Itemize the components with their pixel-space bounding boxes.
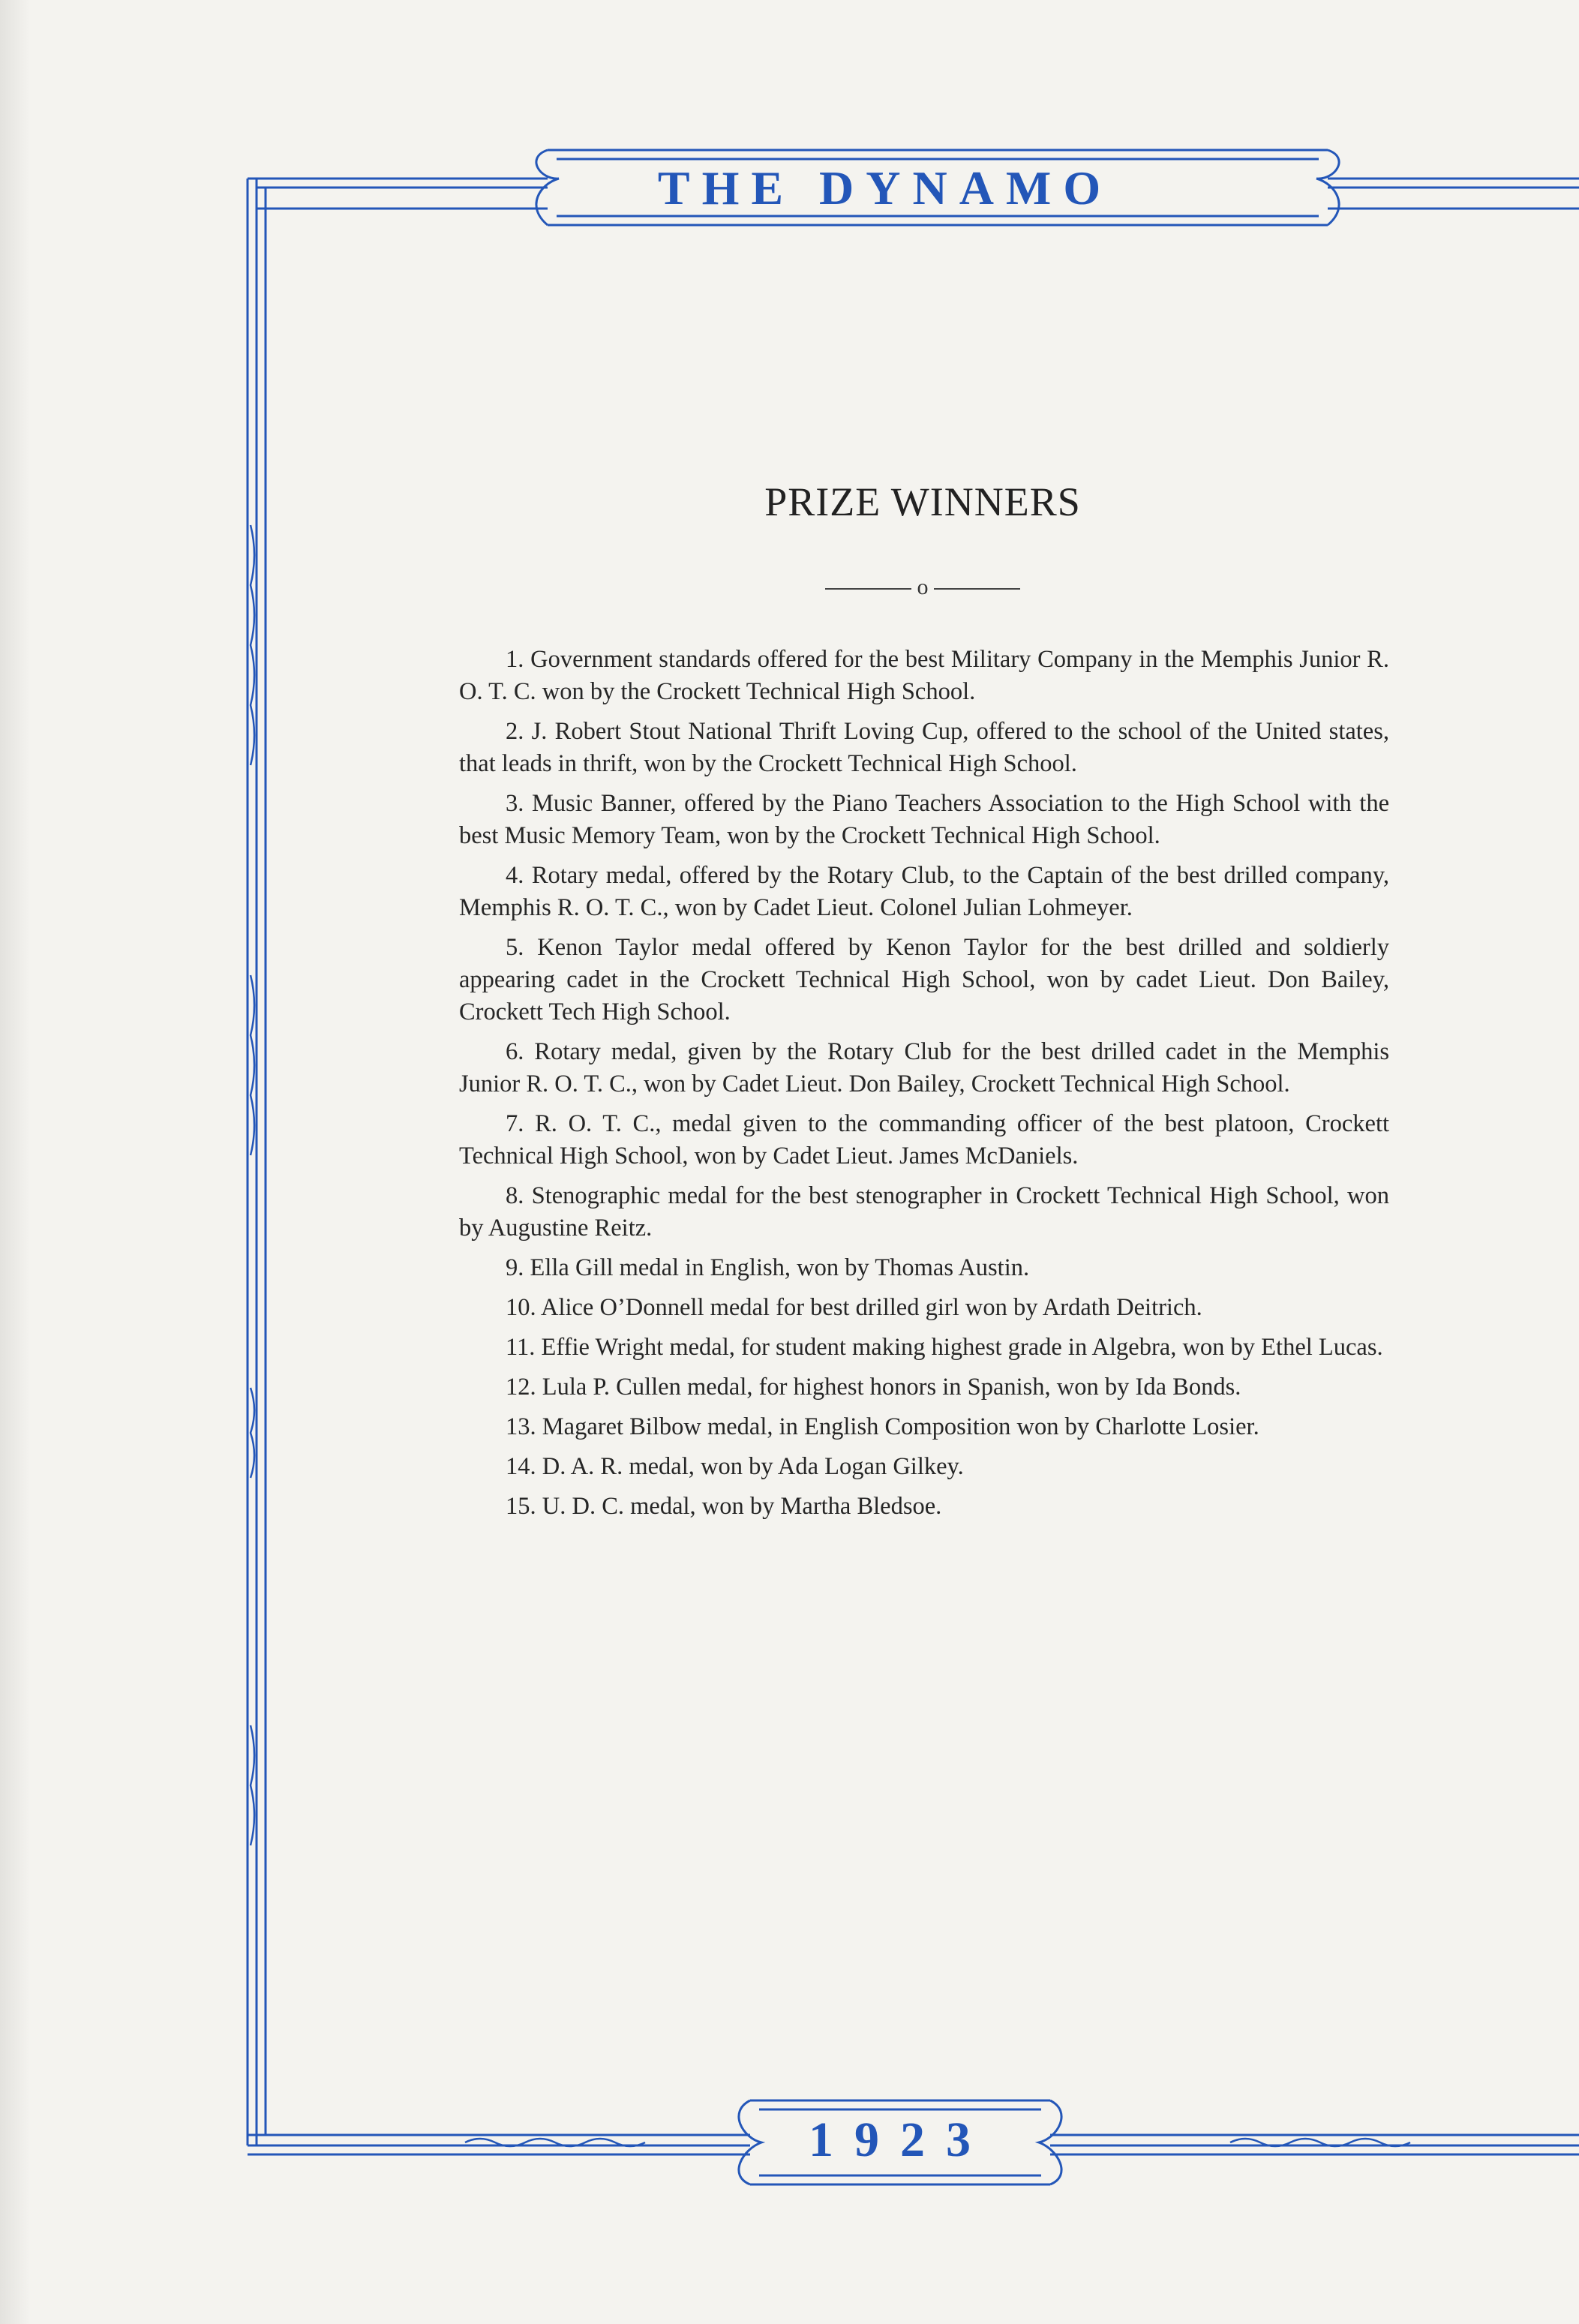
prize-item [459,860,1389,924]
prize-number: 6. [506,1038,524,1065]
prize-text: R. O. T. C., medal given to the commanding officer of the best platoon, Crockett Technical High School, won by Cadet Lieut. James McDaniels. [459,1110,1390,1170]
prize-number: 13. [506,1413,536,1440]
prize-number: 7. [506,1110,524,1137]
prize-item [459,1491,1389,1523]
title-separator: o [825,576,1020,599]
prize-number: 8. [506,1182,524,1209]
prize-number: 1. [506,646,524,673]
prize-number: 4. [506,862,524,889]
prize-item [459,1371,1389,1404]
prize-item [459,1036,1389,1100]
prize-number: 5. [506,934,524,961]
prize-item [459,1252,1389,1284]
prize-item [459,1108,1389,1173]
prize-text: U. D. C. medal, won by Martha Bledsoe. [542,1493,942,1520]
prize-list [459,644,1389,1530]
prize-number: 12. [506,1374,536,1401]
prize-text: Rotary medal, offered by the Rotary Club, to the Captain of the best drilled company, Memphis R. O. T. C., won by Cadet Lieut. Colonel Julian Lohmeyer. [459,862,1389,921]
prize-item [459,1332,1389,1364]
prize-text: Effie Wright medal, for student making highest grade in Algebra, won by Ethel Lucas. [541,1334,1383,1361]
prize-item [459,1180,1389,1245]
header-title: THE DYNAMO [657,161,1113,215]
prize-number: 3. [506,790,524,817]
prize-item [459,932,1389,1028]
prize-text: Kenon Taylor medal offered by Kenon Taylor for the best drilled and soldierly appearing cadet in the Crockett Technical High School, won by cadet Lieut. Don Bailey, Crockett Tech High School. [459,934,1390,1025]
prize-text: Ella Gill medal in English, won by Thomas Austin. [530,1254,1030,1281]
prize-number: 11. [506,1334,536,1361]
prize-item [459,716,1389,780]
prize-item [459,644,1389,708]
prize-text: D. A. R. medal, won by Ada Logan Gilkey. [542,1453,964,1480]
prize-text: Music Banner, offered by the Piano Teachers Association to the High School with the best Music Memory Team, won by the Crockett Technical High School. [459,790,1390,849]
prize-item [459,1451,1389,1483]
prize-number: 9. [506,1254,524,1281]
page-title: PRIZE WINNERS [764,479,1081,524]
prize-number: 14. [506,1453,536,1480]
prize-number: 2. [506,718,524,745]
prize-text: Stenographic medal for the best stenographer in Crockett Technical High School, won by Augustine Reitz. [459,1182,1390,1242]
prize-number: 10. [506,1294,536,1321]
prize-number: 15. [506,1493,536,1520]
prize-item [459,1411,1389,1443]
prize-text: Alice O’Donnell medal for best drilled girl won by Ardath Deitrich. [540,1294,1202,1321]
prize-text: J. Robert Stout National Thrift Loving Cup, offered to the school of the United states, that leads in thrift, won by the Crockett Technical High School. [459,718,1390,777]
prize-text: Lula P. Cullen medal, for highest honors in Spanish, won by Ida Bonds. [542,1374,1241,1401]
prize-text: Government standards offered for the best Military Company in the Memphis Junior R. O. T. C. won by the Crockett Technical High School. [459,646,1389,705]
footer-year: 1923 [809,2112,992,2167]
prize-text: Magaret Bilbow medal, in English Composition won by Charlotte Losier. [542,1413,1259,1440]
prize-item [459,788,1389,852]
prize-text: Rotary medal, given by the Rotary Club for the best drilled cadet in the Memphis Junior R. O. T. C., won by Cadet Lieut. Don Bailey, Crockett Technical High School. [459,1038,1389,1097]
prize-item [459,1292,1389,1324]
